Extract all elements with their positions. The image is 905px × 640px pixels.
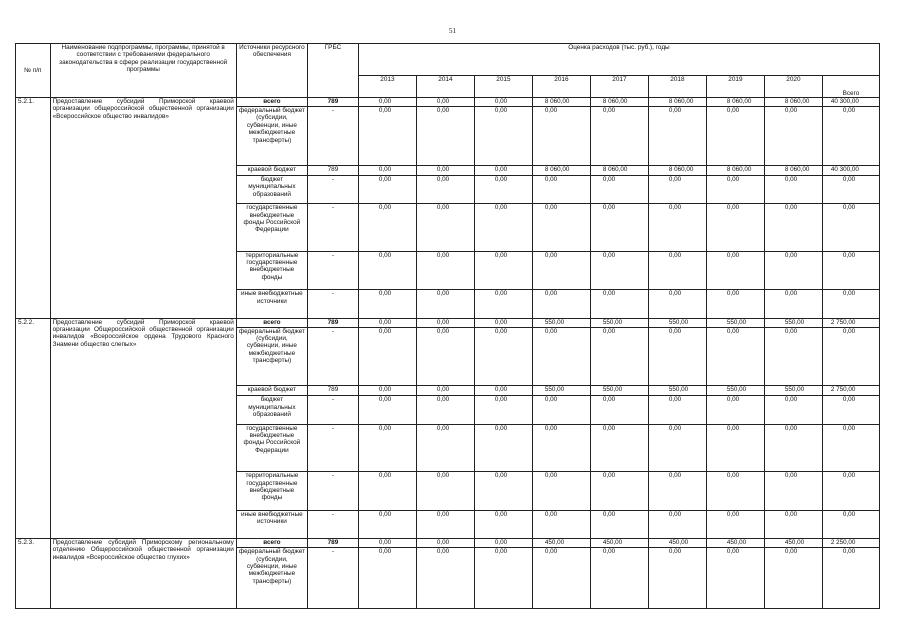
year-value: 0,00 [648,424,706,472]
page-number: 51 [449,27,456,35]
total-value: 40 300,00 [822,165,879,175]
row-number: 5.2.3. [16,539,51,609]
year-value: 0,00 [764,424,822,472]
header-year: 2019 [706,76,764,98]
year-value: 0,00 [416,472,474,510]
year-value: 0,00 [706,290,764,318]
year-value: 0,00 [590,396,648,424]
year-value: 0,00 [474,175,532,203]
year-value: 0,00 [474,204,532,252]
year-value: 0,00 [648,396,706,424]
header-year: 2017 [590,76,648,98]
grbs-code: - [308,548,359,609]
year-value: 550,00 [590,318,648,327]
year-value: 0,00 [706,251,764,289]
year-value: 8 060,00 [532,98,590,107]
grbs-code: - [308,107,359,166]
year-value: 0,00 [532,107,590,166]
year-value: 0,00 [474,424,532,472]
funding-source: территориальные государственные внебюджетные фонды [236,251,307,289]
year-value: 450,00 [532,539,590,548]
year-value: 550,00 [532,386,590,396]
year-value: 0,00 [358,424,416,472]
year-value: 0,00 [474,396,532,424]
year-value: 0,00 [358,204,416,252]
year-value: 0,00 [648,107,706,166]
funding-source: государственные внебюджетные фонды Российской Федерации [236,424,307,472]
row-number: 5.2.2. [16,318,51,539]
total-value: 0,00 [822,472,879,510]
grbs-code: - [308,204,359,252]
grbs-code: - [308,424,359,472]
year-value: 0,00 [358,539,416,548]
year-value: 0,00 [590,175,648,203]
grbs-code: - [308,396,359,424]
funding-source: краевой бюджет [236,165,307,175]
total-value: 0,00 [822,396,879,424]
year-value: 0,00 [648,327,706,386]
year-value: 0,00 [358,290,416,318]
year-value: 450,00 [764,539,822,548]
year-value: 0,00 [474,386,532,396]
funding-source: иные внебюджетные источники [236,290,307,318]
year-value: 0,00 [764,204,822,252]
funding-source: всего [236,318,307,327]
total-value: 0,00 [822,290,879,318]
grbs-code: - [308,290,359,318]
year-value: 0,00 [416,539,474,548]
year-value: 0,00 [590,510,648,538]
grbs-code: 789 [308,98,359,107]
funding-source: всего [236,98,307,107]
year-value: 550,00 [764,386,822,396]
year-value: 0,00 [648,290,706,318]
year-value: 0,00 [358,510,416,538]
grbs-code: - [308,327,359,386]
funding-source: всего [236,539,307,548]
year-value: 0,00 [358,548,416,609]
year-value: 0,00 [764,548,822,609]
year-value: 0,00 [706,327,764,386]
year-value: 0,00 [416,318,474,327]
header-year: 2013 [358,76,416,98]
year-value: 0,00 [416,386,474,396]
funding-source: бюджет муниципальных образований [236,396,307,424]
year-value: 0,00 [648,204,706,252]
year-value: 0,00 [648,251,706,289]
year-value: 0,00 [532,548,590,609]
year-value: 0,00 [764,327,822,386]
year-value: 0,00 [474,472,532,510]
year-value: 450,00 [590,539,648,548]
year-value: 0,00 [648,472,706,510]
year-value: 0,00 [532,327,590,386]
year-value: 0,00 [706,472,764,510]
year-value: 0,00 [532,204,590,252]
expenses-table [15,43,880,609]
year-value: 8 060,00 [590,165,648,175]
header-estimate: Оценка расходов (тыс. руб.), годы [358,44,879,76]
year-value: 0,00 [474,318,532,327]
year-value: 550,00 [706,386,764,396]
year-value: 0,00 [416,107,474,166]
year-value: 0,00 [764,510,822,538]
year-value: 8 060,00 [590,98,648,107]
year-value: 8 060,00 [764,98,822,107]
year-value: 0,00 [590,204,648,252]
total-value: 0,00 [822,424,879,472]
grbs-code: 789 [308,386,359,396]
total-value: 2 750,00 [822,318,879,327]
year-value: 0,00 [764,107,822,166]
year-value: 0,00 [416,548,474,609]
year-value: 0,00 [474,251,532,289]
table-row [16,318,880,327]
funding-source: иные внебюджетные источники [236,510,307,538]
year-value: 0,00 [416,165,474,175]
header-year: 2018 [648,76,706,98]
year-value: 0,00 [474,510,532,538]
grbs-code: - [308,510,359,538]
table-row [16,539,880,548]
year-value: 0,00 [416,204,474,252]
year-value: 0,00 [416,290,474,318]
year-value: 0,00 [474,327,532,386]
year-value: 0,00 [532,251,590,289]
total-value: 40 300,00 [822,98,879,107]
year-value: 0,00 [358,98,416,107]
funding-source: краевой бюджет [236,386,307,396]
total-value: 2 250,00 [822,539,879,548]
year-value: 0,00 [532,510,590,538]
year-value: 0,00 [764,251,822,289]
year-value: 0,00 [358,396,416,424]
subprogram-name: Предоставление субсидий Приморскому региональному отделению Общероссийской общественной организации инвалидов «Всероссийское общество глухих» [50,539,236,609]
year-value: 0,00 [416,175,474,203]
year-value: 0,00 [590,472,648,510]
year-value: 0,00 [706,396,764,424]
year-value: 0,00 [706,204,764,252]
total-value: 0,00 [822,204,879,252]
year-value: 0,00 [706,548,764,609]
year-value: 0,00 [648,175,706,203]
header-year: 2014 [416,76,474,98]
year-value: 0,00 [474,98,532,107]
year-value: 8 060,00 [706,98,764,107]
year-value: 0,00 [416,98,474,107]
year-value: 0,00 [416,396,474,424]
grbs-code: - [308,251,359,289]
row-number: 5.2.1. [16,98,51,319]
header-source: Источники ресурсного обеспечения [236,44,307,98]
header-num: № п/п [16,44,51,98]
funding-source: федеральный бюджет (субсидии, субвенции, иные межбюджетные трансферты) [236,327,307,386]
total-value: 0,00 [822,251,879,289]
total-value: 0,00 [822,175,879,203]
header-grbs: ГРБС [308,44,359,98]
subprogram-name: Предоставление субсидий Приморской краевой организации общероссийской общественной организации «Всероссийское общество инвалидов» [50,98,236,319]
year-value: 550,00 [590,386,648,396]
grbs-code: 789 [308,165,359,175]
grbs-code: 789 [308,318,359,327]
year-value: 0,00 [358,318,416,327]
year-value: 0,00 [358,165,416,175]
year-value: 0,00 [532,396,590,424]
header-total: Всего [822,76,879,98]
year-value: 8 060,00 [764,165,822,175]
year-value: 0,00 [648,548,706,609]
year-value: 0,00 [416,327,474,386]
grbs-code: - [308,472,359,510]
year-value: 0,00 [590,327,648,386]
year-value: 0,00 [590,107,648,166]
year-value: 550,00 [648,386,706,396]
header-year: 2020 [764,76,822,98]
table-row [16,98,880,107]
subprogram-name: Предоставление субсидий Приморской краевой организации Общероссийской общественной организации инвалидов «Всероссийское ордена Трудового Красного Знамени общество слепых» [50,318,236,539]
funding-source: федеральный бюджет (субсидии, субвенции, иные межбюджетные трансферты) [236,548,307,609]
year-value: 550,00 [648,318,706,327]
year-value: 0,00 [358,107,416,166]
year-value: 0,00 [358,251,416,289]
year-value: 0,00 [358,472,416,510]
funding-source: федеральный бюджет (субсидии, субвенции, иные межбюджетные трансферты) [236,107,307,166]
year-value: 0,00 [532,175,590,203]
year-value: 0,00 [764,472,822,510]
year-value: 0,00 [764,175,822,203]
year-value: 0,00 [358,386,416,396]
year-value: 550,00 [706,318,764,327]
year-value: 8 060,00 [532,165,590,175]
year-value: 0,00 [532,290,590,318]
year-value: 0,00 [532,472,590,510]
year-value: 450,00 [648,539,706,548]
year-value: 0,00 [706,424,764,472]
year-value: 0,00 [590,251,648,289]
year-value: 550,00 [532,318,590,327]
year-value: 550,00 [764,318,822,327]
total-value: 0,00 [822,510,879,538]
year-value: 0,00 [648,510,706,538]
year-value: 0,00 [706,175,764,203]
year-value: 0,00 [590,290,648,318]
year-value: 0,00 [416,424,474,472]
year-value: 0,00 [764,396,822,424]
year-value: 0,00 [590,548,648,609]
year-value: 0,00 [590,424,648,472]
year-value: 450,00 [706,539,764,548]
year-value: 0,00 [474,548,532,609]
year-value: 0,00 [532,424,590,472]
total-value: 2 750,00 [822,386,879,396]
total-value: 0,00 [822,107,879,166]
grbs-code: 789 [308,539,359,548]
total-value: 0,00 [822,548,879,609]
year-value: 8 060,00 [648,165,706,175]
year-value: 0,00 [706,107,764,166]
year-value: 0,00 [416,251,474,289]
year-value: 8 060,00 [706,165,764,175]
year-value: 0,00 [474,290,532,318]
year-value: 0,00 [474,107,532,166]
year-value: 0,00 [358,175,416,203]
year-value: 8 060,00 [648,98,706,107]
header-year: 2016 [532,76,590,98]
year-value: 0,00 [706,510,764,538]
funding-source: территориальные государственные внебюджетные фонды [236,472,307,510]
grbs-code: - [308,175,359,203]
header-year: 2015 [474,76,532,98]
year-value: 0,00 [764,290,822,318]
year-value: 0,00 [474,165,532,175]
year-value: 0,00 [474,539,532,548]
funding-source: государственные внебюджетные фонды Российской Федерации [236,204,307,252]
total-value: 0,00 [822,327,879,386]
funding-source: бюджет муниципальных образований [236,175,307,203]
year-value: 0,00 [416,510,474,538]
header-name: Наименование подпрограммы, программы, принятой в соответствии с требованиями федерального законодательства в сфере реализации государственной программы [50,44,236,98]
year-value: 0,00 [358,327,416,386]
